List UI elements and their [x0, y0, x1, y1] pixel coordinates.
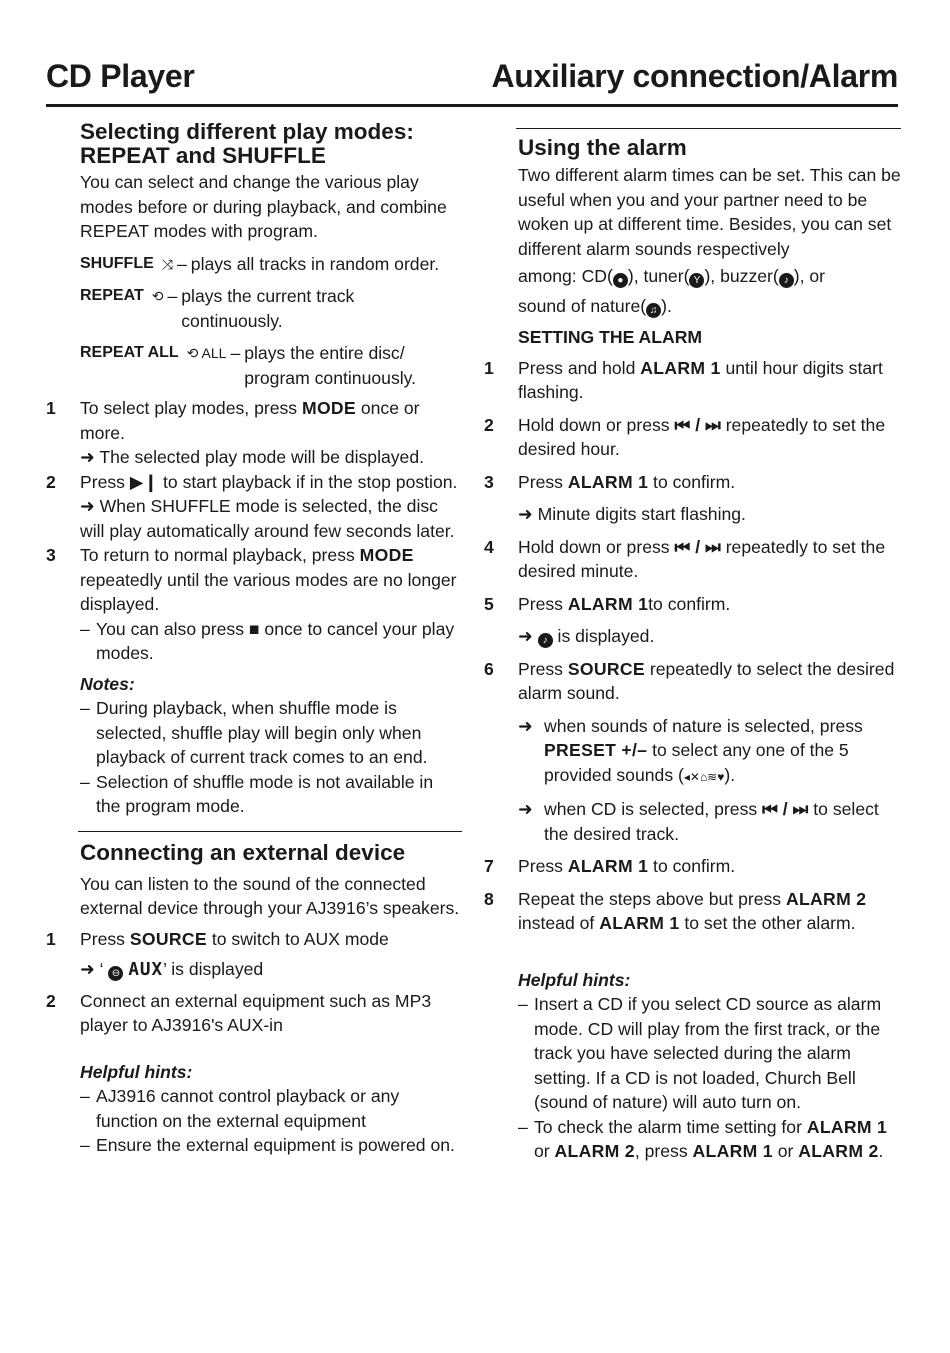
list-item: – AJ3916 cannot control playback or any function on the external equipment — [80, 1086, 400, 1131]
cd-icon: ● — [613, 273, 628, 288]
setting-alarm-title: SETTING THE ALARM — [518, 327, 703, 347]
prev-next-icon: ⏮ / ⏭ — [762, 799, 809, 819]
right-column — [484, 120, 904, 1164]
alarm-bell-icon: ♪ — [538, 633, 553, 648]
mode-desc: plays all tracks in random order. — [190, 253, 440, 274]
play-modes-intro: You can select and change the various play modes before or during playback, and combine REPEAT modes with program. — [80, 172, 447, 241]
list-item: – During playback, when shuffle mode is selected, shuffle play will begin only when playback of current track comes to an end. — [80, 698, 428, 767]
prev-next-icon: ⏮ / ⏭ — [674, 414, 721, 435]
arrow-icon: ➜ — [518, 715, 533, 736]
tuner-icon: Y — [689, 273, 704, 288]
alarm-steps — [484, 356, 904, 936]
alarm-intro: Two different alarm times can be set. This can be useful when you and your partner need to be woken up at different time. Besides, you can set different alarm sounds respectively — [518, 165, 901, 259]
list-item: – Ensure the external equipment is powered on. — [80, 1135, 455, 1155]
arrow-icon: ➜ — [80, 447, 95, 467]
alarm-sources: among: CD( ● ), tuner( Y ), buzzer( ♪ ), or sound of nature( ♫ ). — [518, 266, 826, 316]
list-item: – Selection of shuffle mode is not available in the program mode. — [80, 771, 434, 816]
page-header — [46, 58, 898, 107]
list-item: 6 Press SOURCE repeatedly to select the desired alarm sound. ➜ when sounds of nature is selected, press PRESET +/– to select any one of the 5 provided sounds (◂✕⌂≋♥). ➜ when CD is selected, press ⏮ / ⏭ to select the desired track. — [484, 657, 904, 847]
repeat-icon: ⟲ — [151, 288, 164, 304]
mode-repeat: REPEAT ⟲ – plays the current track continuously. — [80, 284, 462, 333]
arrow-icon: ➜ — [80, 496, 95, 516]
lcd-display: AUX — [128, 960, 164, 980]
mode-label: REPEAT — [80, 287, 144, 304]
section-title-cd-player: CD Player — [46, 58, 195, 94]
list-item: 1 To select play modes, press MODE once or more. ➜ The selected play mode will be displayed. — [46, 398, 425, 467]
prev-next-icon: ⏮ / ⏭ — [674, 536, 721, 557]
hints-title: Helpful hints: — [518, 969, 631, 990]
repeat-all-icon: ⟲ ALL — [186, 345, 227, 361]
external-heading: Connecting an external device — [80, 839, 406, 865]
play-pause-icon: ▶❙ — [129, 471, 159, 492]
arrow-icon: ➜ — [80, 959, 95, 979]
nature-sounds-icons: ◂✕⌂≋♥ — [683, 769, 725, 784]
list-item: – To check the alarm time setting for ALARM 1 or ALARM 2, press ALARM 1 or ALARM 2. — [518, 1116, 888, 1161]
list-item: 3 Press ALARM 1 to confirm. ➜ Minute digits start flashing. — [484, 471, 746, 524]
shuffle-icon: ⤨ — [161, 255, 173, 272]
buzzer-icon: ♪ — [779, 273, 794, 288]
divider — [516, 128, 901, 129]
alarm-section — [484, 135, 904, 350]
play-modes-steps — [46, 396, 462, 666]
stop-icon: ■ — [248, 618, 260, 639]
alarm-hints — [484, 968, 904, 1164]
list-item: 1 Press and hold ALARM 1 until hour digits start flashing. — [484, 357, 883, 402]
list-item: 5 Press ALARM 1to confirm. ➜ ♪ is displayed. — [484, 593, 731, 646]
divider — [78, 831, 462, 832]
mode-desc: plays the entire disc/ program continuously. — [244, 343, 417, 388]
mode-shuffle: SHUFFLE ⤨ – plays all tracks in random order. — [80, 252, 462, 277]
list-item: 2 Hold down or press ⏮ / ⏭ repeatedly to set the desired hour. — [484, 414, 886, 459]
nature-icon: ♫ — [646, 303, 661, 318]
play-modes-heading: Selecting different play modes: — [80, 119, 414, 144]
play-modes-section — [46, 120, 462, 390]
mode-label: SHUFFLE — [80, 254, 154, 272]
mode-repeat-all: REPEAT ALL ⟲ ALL – plays the entire disc/ program continuously. — [80, 341, 462, 390]
list-item: – Insert a CD if you select CD source as alarm mode. CD will play from the first track, or the track you have selected during the alarm setting. If a CD is not loaded, Church Bell (sound of nature) will auto turn on. — [518, 994, 882, 1112]
aux-icon: ⊖ — [108, 966, 123, 981]
list-item: 4 Hold down or press ⏮ / ⏭ repeatedly to set the desired minute. — [484, 536, 886, 581]
arrow-icon: ➜ — [518, 799, 533, 819]
list-item: 2 Connect an external equipment such as MP3 player to AJ3916's AUX-in — [46, 990, 432, 1035]
notes — [46, 672, 462, 819]
play-modes-heading-line2: REPEAT and SHUFFLE — [80, 143, 326, 168]
notes-title: Notes: — [80, 673, 135, 694]
hints-title: Helpful hints: — [80, 1061, 193, 1082]
alarm-heading: Using the alarm — [518, 135, 687, 160]
arrow-icon: ➜ — [518, 626, 533, 646]
external-intro: You can listen to the sound of the connected external device through your AJ3916’s speakers. — [80, 873, 460, 918]
list-item: 1 Press SOURCE to switch to AUX mode ➜ ‘ ⊖ AUX’ is displayed — [46, 928, 389, 980]
left-column — [46, 120, 462, 1158]
list-item: 8 Repeat the steps above but press ALARM 2 instead of ALARM 1 to set the other alarm. — [484, 888, 867, 933]
mode-desc: plays the current track continuously. — [181, 286, 355, 331]
external-device-section — [46, 840, 462, 921]
list-item: 3 To return to normal playback, press MODE repeatedly until the various modes are no longer displayed. – You can also press ■ once to cancel your play modes. — [46, 545, 457, 663]
list-item: 7 Press ALARM 1 to confirm. — [484, 856, 736, 876]
mode-label: REPEAT ALL — [80, 344, 179, 361]
arrow-icon: ➜ — [518, 504, 533, 524]
external-hints — [46, 1060, 462, 1158]
list-item: 2 Press ▶❙ to start playback if in the stop postion. ➜ When SHUFFLE mode is selected, the disc will play automatically around few seconds later. — [46, 471, 458, 541]
section-title-aux-alarm: Auxiliary connection/Alarm — [491, 58, 898, 94]
